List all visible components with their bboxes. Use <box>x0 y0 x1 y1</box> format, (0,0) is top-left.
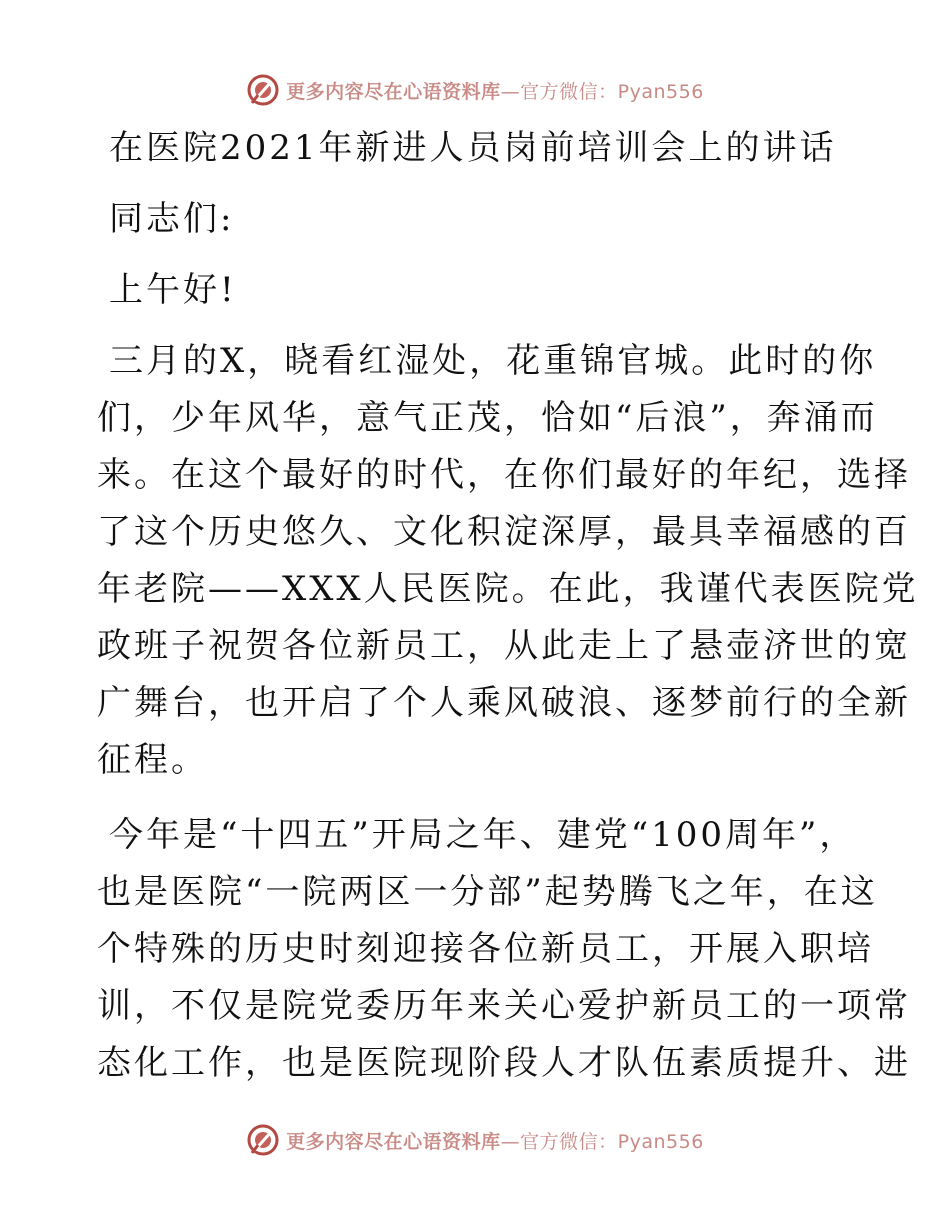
logo-icon <box>246 1123 280 1157</box>
greeting: 上午好! <box>109 270 237 310</box>
paragraph-line: 也是医院“一院两区一分部”起势腾飞之年，在这 <box>97 872 878 912</box>
document-body <box>97 120 919 1110</box>
watermark-title-top: 更多内容尽在心语资料库 <box>286 80 501 103</box>
paragraph-line: 今年是“十四五”开局之年、建党“100周年”， <box>109 815 857 855</box>
watermark-separator-top: — <box>500 80 521 103</box>
watermark-text-top <box>286 77 704 104</box>
watermark-text-bottom <box>286 1127 704 1154</box>
watermark-banner-top <box>0 70 950 110</box>
paragraph-line: 态化工作，也是医院现阶段人才队伍素质提升、进 <box>97 1043 911 1083</box>
logo-icon <box>246 73 280 107</box>
paragraph-line: 训，不仅是院党委历年来关心爱护新员工的一项常 <box>97 986 911 1026</box>
paragraph-2 <box>97 807 911 1092</box>
paragraph-line: 征程。 <box>97 740 208 780</box>
watermark-title-bottom: 更多内容尽在心语资料库 <box>286 1130 501 1153</box>
paragraph-line: 年老院——XXX人民医院。在此，我谨代表医院党 <box>97 569 919 609</box>
paragraph-1 <box>97 333 919 789</box>
watermark-banner-bottom <box>0 1120 950 1160</box>
paragraph-line: 广舞台，也开启了个人乘风破浪、逐梦前行的全新 <box>97 683 911 723</box>
paragraph-line: 们，少年风华，意气正茂，恰如“后浪”，奔涌而 <box>97 398 878 438</box>
salutation: 同志们: <box>109 199 235 239</box>
paragraph-line: 三月的X，晓看红湿处，花重锦官城。此时的你 <box>109 341 877 381</box>
paragraph-line: 了这个历史悠久、文化积淀深厚，最具幸福感的百 <box>97 512 911 552</box>
watermark-suffix-bottom: 官方微信：Pyan556 <box>520 1130 704 1153</box>
paragraph-line: 政班子祝贺各位新员工，从此走上了悬壶济世的宽 <box>97 626 911 666</box>
document-title: 在医院2021年新进人员岗前培训会上的讲话 <box>109 128 837 168</box>
paragraph-line: 来。在这个最好的时代，在你们最好的年纪，选择 <box>97 455 911 495</box>
watermark-separator-bottom: — <box>500 1130 521 1153</box>
watermark-suffix-top: 官方微信：Pyan556 <box>520 80 704 103</box>
paragraph-line: 个特殊的历史时刻迎接各位新员工，开展入职培 <box>97 929 874 969</box>
